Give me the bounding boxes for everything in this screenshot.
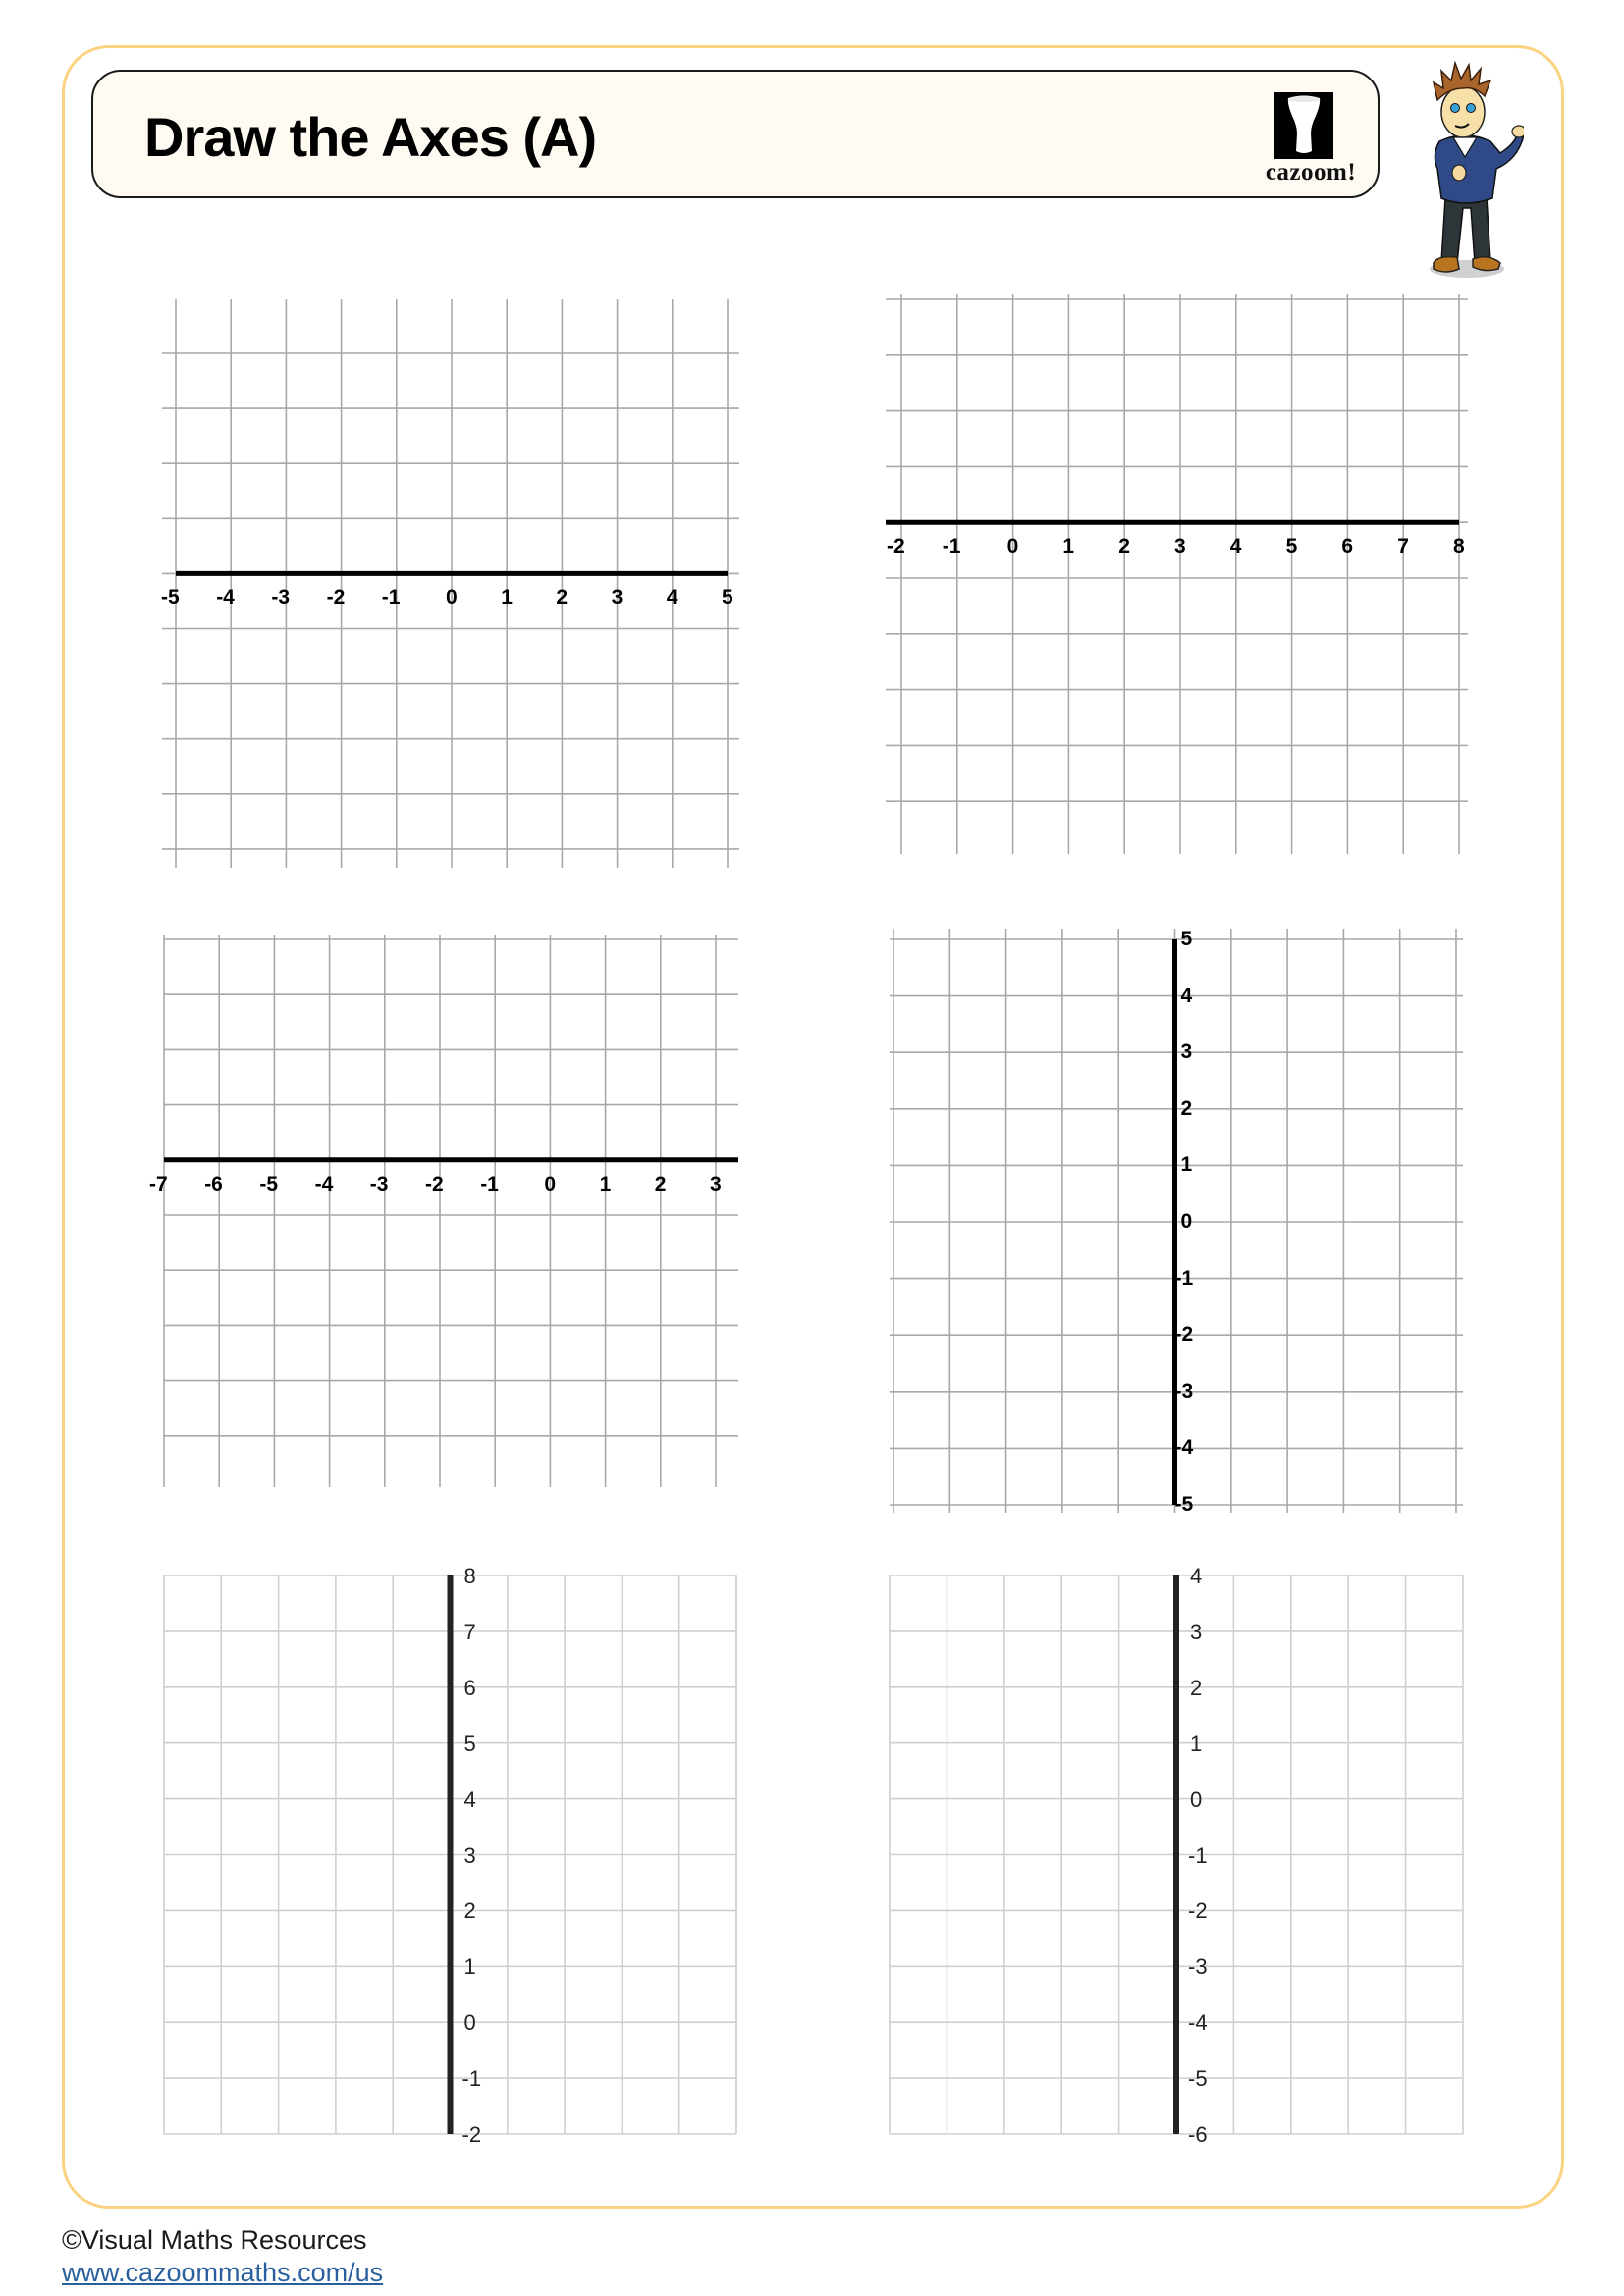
x-axis-label: 7 xyxy=(1397,535,1409,559)
y-axis-label: 8 xyxy=(463,1564,476,1588)
x-axis-label: 0 xyxy=(1006,535,1019,559)
x-axis-label: -2 xyxy=(326,586,346,610)
page-title: Draw the Axes (A) xyxy=(144,106,597,168)
y-axis-label: 4 xyxy=(463,1787,476,1812)
y-axis-label: 5 xyxy=(463,1731,476,1756)
x-axis-label: 8 xyxy=(1453,535,1465,559)
x-axis-label: -2 xyxy=(887,535,905,559)
x-axis-label: 4 xyxy=(666,586,678,610)
y-axis-label: -1 xyxy=(461,2066,482,2092)
x-axis-label: -5 xyxy=(259,1172,279,1196)
x-axis-label: -7 xyxy=(149,1172,168,1196)
y-axis-label: 1 xyxy=(463,1954,476,1980)
y-axis-label: 5 xyxy=(1180,928,1193,950)
y-axis-label: 4 xyxy=(1180,984,1193,1007)
y-axis-label: 2 xyxy=(1190,1675,1203,1700)
y-axis-label: -1 xyxy=(1174,1266,1194,1290)
y-axis-label: 1 xyxy=(1180,1153,1193,1177)
x-axis-label: -1 xyxy=(381,586,401,610)
footer xyxy=(62,2224,383,2289)
x-axis-label: -2 xyxy=(425,1172,444,1196)
x-axis-label: 2 xyxy=(654,1172,667,1196)
y-axis-label: -2 xyxy=(1188,1898,1208,1924)
x-axis-label: 1 xyxy=(599,1172,612,1196)
x-axis-label: 2 xyxy=(556,586,568,610)
y-axis-label: 0 xyxy=(1180,1210,1193,1233)
y-axis-label: -1 xyxy=(1188,1842,1208,1868)
y-axis-label: -4 xyxy=(1188,2010,1208,2036)
y-axis-label: 2 xyxy=(1180,1096,1193,1120)
x-axis-label: -5 xyxy=(161,586,180,610)
x-axis-label: -4 xyxy=(314,1172,334,1196)
x-axis-label: -6 xyxy=(204,1172,223,1196)
y-axis-label: 3 xyxy=(1190,1619,1203,1644)
x-axis-label: 0 xyxy=(446,586,458,610)
y-axis-label: 7 xyxy=(463,1619,476,1644)
x-axis-label: 1 xyxy=(1062,535,1075,559)
y-axis-label: -2 xyxy=(461,2122,482,2147)
y-axis-label: -5 xyxy=(1174,1493,1194,1516)
x-axis-label: 5 xyxy=(722,586,733,610)
x-axis-label: 3 xyxy=(1174,535,1186,559)
x-axis-label: -1 xyxy=(942,535,961,559)
y-axis-label: -4 xyxy=(1174,1436,1194,1460)
x-axis-label: 3 xyxy=(710,1172,722,1196)
x-axis-label: 5 xyxy=(1285,535,1298,559)
y-axis-label: 1 xyxy=(1190,1731,1203,1756)
y-axis-label: 6 xyxy=(463,1675,476,1700)
x-axis-label: -3 xyxy=(369,1172,389,1196)
y-axis-label: 2 xyxy=(463,1898,476,1924)
x-axis-label: 6 xyxy=(1341,535,1354,559)
logo-wordmark: cazoom! xyxy=(1265,159,1357,186)
x-axis-label: -1 xyxy=(480,1172,499,1196)
x-axis-label: 0 xyxy=(544,1172,557,1196)
y-axis-label: -3 xyxy=(1174,1379,1194,1403)
website-link[interactable]: www.cazoommaths.com/us xyxy=(62,2258,384,2287)
x-axis-label: -3 xyxy=(271,586,291,610)
y-axis-label: 4 xyxy=(1190,1564,1203,1588)
copyright-text: ©Visual Maths Resources xyxy=(62,2225,367,2255)
x-axis-label: 3 xyxy=(611,586,623,610)
y-axis-label: -5 xyxy=(1188,2066,1208,2092)
y-axis-label: -2 xyxy=(1174,1323,1194,1347)
x-axis-label: -4 xyxy=(216,586,235,610)
x-axis-label: 4 xyxy=(1229,535,1242,559)
y-axis-label: 0 xyxy=(463,2010,476,2036)
y-axis-label: 0 xyxy=(1190,1787,1203,1812)
y-axis-label: -6 xyxy=(1188,2122,1208,2147)
x-axis-label: 1 xyxy=(501,586,513,610)
y-axis-label: -3 xyxy=(1188,1954,1208,1980)
y-axis-label: 3 xyxy=(463,1842,476,1868)
y-axis-label: 3 xyxy=(1180,1041,1193,1064)
x-axis-label: 2 xyxy=(1118,535,1130,559)
